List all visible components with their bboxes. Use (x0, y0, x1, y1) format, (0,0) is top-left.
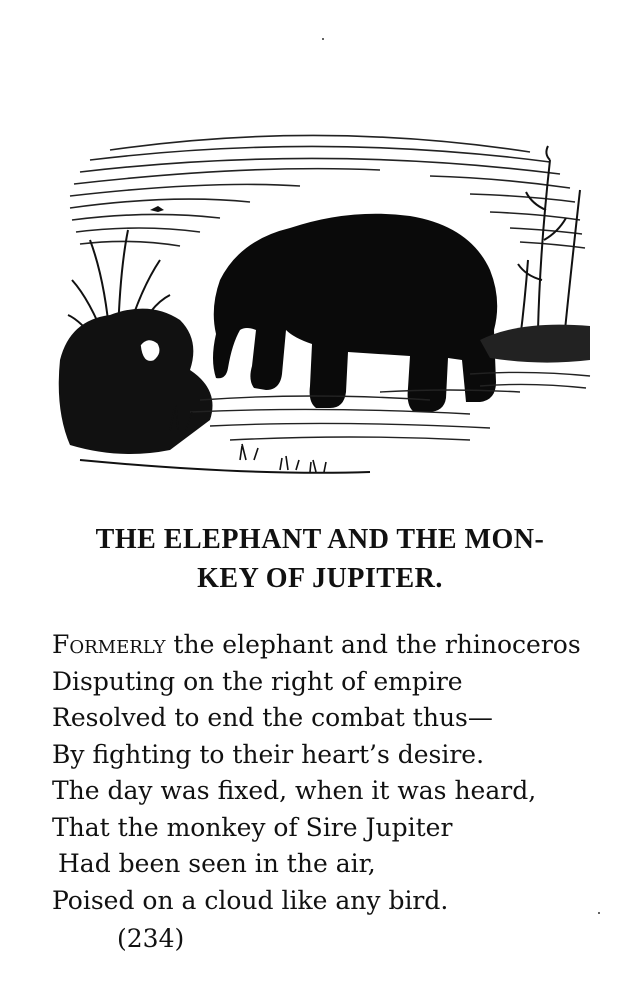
verse-line-5: The day was fixed, when it was heard, (52, 776, 537, 805)
title-line-2: KEY OF JUPITER. (197, 563, 443, 594)
scan-speck (322, 38, 324, 40)
verse-line-4: By fighting to their heart’s desire. (52, 739, 485, 769)
verse-line-6: That the monkey of Sire Jupiter (52, 812, 453, 842)
verse-line-7: Had been seen in the air, (58, 849, 376, 878)
page-number: (234) (117, 924, 185, 953)
ground-line (80, 460, 370, 473)
woodcut-illustration (50, 130, 598, 480)
verse-first-word: Formerly (52, 630, 166, 659)
rocks-left (59, 309, 213, 454)
ground-hatching (190, 372, 590, 440)
verse-line-2: Disputing on the right of empire (52, 666, 463, 696)
verse-line-3: Resolved to end the combat thus— (52, 703, 493, 732)
bird-shape (150, 206, 164, 212)
verse-line-1 (52, 627, 581, 664)
scan-speck (598, 912, 600, 914)
title-line-1: THE ELEPHANT AND THE MON- (95, 524, 545, 555)
verse-line-1-text: the elephant and the rhinoceros (165, 630, 581, 659)
verse-line-8: Poised on a cloud like any bird. (52, 885, 449, 915)
bank-right (480, 325, 590, 363)
elephant-silhouette (213, 214, 497, 412)
